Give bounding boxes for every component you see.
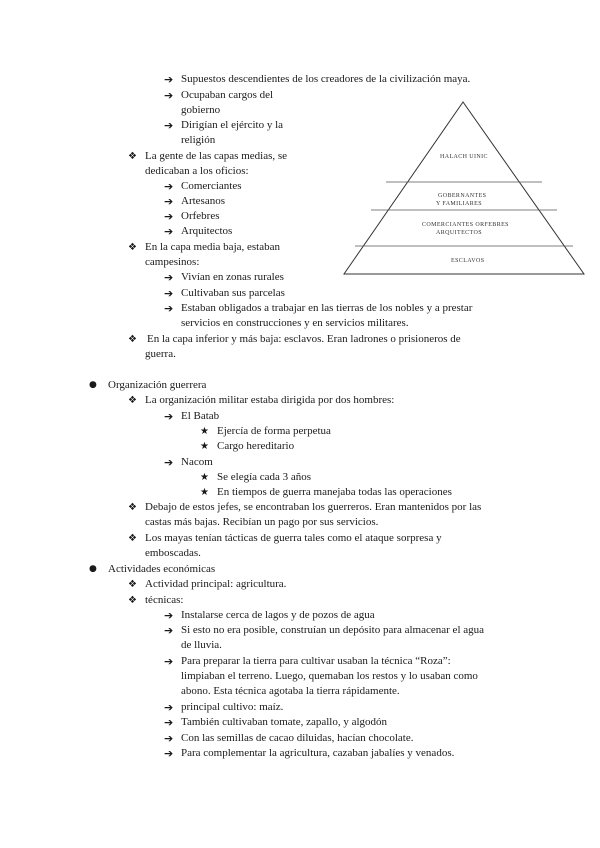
pyramid-level-label: ARQUITECTOS: [436, 230, 482, 236]
list-item: Con las semillas de cacao diluidas, hacían chocolate.: [181, 732, 414, 744]
list-item: Vivían en zonas rurales: [181, 271, 284, 283]
section-heading: Organización guerrera: [108, 379, 207, 391]
pyramid-outline: [344, 102, 584, 274]
list-item-continued: gobierno: [181, 104, 221, 116]
list-item: En la capa inferior y más baja: esclavos. Eran ladrones o prisioneros de: [147, 333, 461, 345]
dot-bullet-icon: ●: [89, 564, 97, 574]
list-item: Para complementar la agricultura, cazaban jabalíes y venados.: [181, 747, 455, 759]
arrow-bullet-icon: ➔: [164, 225, 174, 238]
arrow-bullet-icon: ➔: [164, 747, 174, 760]
list-item: Nacom: [181, 456, 213, 468]
social-pyramid-diagram: [338, 100, 588, 280]
list-item: Supuestos descendientes de los creadores de la civilización maya.: [181, 73, 471, 85]
list-item-continued: religión: [181, 134, 216, 146]
list-item: Si esto no era posible, construían un depósito para almacenar el agua: [181, 624, 485, 636]
list-item: Dirigían el ejército y la: [181, 119, 284, 131]
diamond-bullet-icon: ❖: [128, 579, 137, 590]
arrow-bullet-icon: ➔: [164, 195, 174, 208]
list-item: Comerciantes: [181, 180, 242, 192]
list-item: Se elegía cada 3 años: [217, 471, 312, 483]
list-item: Arquitectos: [181, 225, 233, 237]
diamond-bullet-icon: ❖: [128, 395, 137, 406]
arrow-bullet-icon: ➔: [164, 271, 174, 284]
diamond-bullet-icon: ❖: [128, 533, 137, 544]
list-item: También cultivaban tomate, zapallo, y algodón: [181, 716, 388, 728]
list-item: El Batab: [181, 410, 220, 422]
list-item: Cargo hereditario: [217, 440, 295, 452]
list-item: Artesanos: [181, 195, 225, 207]
arrow-bullet-icon: ➔: [164, 609, 174, 622]
list-item-continued: servicios en construcciones y en servicios militares.: [181, 317, 409, 329]
arrow-bullet-icon: ➔: [164, 701, 174, 714]
arrow-bullet-icon: ➔: [164, 456, 174, 469]
list-item-continued: campesinos:: [145, 256, 200, 268]
list-item: Ejercía de forma perpetua: [217, 425, 331, 437]
list-item-continued: abono. Esta técnica agotaba la tierra rápidamente.: [181, 685, 400, 697]
list-item-continued: castas más bajas. Recibían un pago por sus servicios.: [145, 516, 379, 528]
list-item-continued: emboscadas.: [145, 547, 201, 559]
list-item: principal cultivo: maíz.: [181, 701, 284, 713]
list-item: Instalarse cerca de lagos y de pozos de agua: [181, 609, 375, 621]
arrow-bullet-icon: ➔: [164, 410, 174, 423]
pyramid-level-label: GOBERNANTES: [438, 193, 487, 199]
pyramid-level-label: Y FAMILIARES: [436, 201, 482, 207]
arrow-bullet-icon: ➔: [164, 287, 174, 300]
star-bullet-icon: ★: [200, 487, 209, 498]
pyramid-level-label: ESCLAVOS: [451, 258, 485, 264]
arrow-bullet-icon: ➔: [164, 732, 174, 745]
list-item: Orfebres: [181, 210, 220, 222]
arrow-bullet-icon: ➔: [164, 89, 174, 102]
list-item: La gente de las capas medias, se: [145, 150, 288, 162]
list-item: En tiempos de guerra manejaba todas las operaciones: [217, 486, 452, 498]
list-item: Actividad principal: agricultura.: [145, 578, 287, 590]
list-item: Debajo de estos jefes, se encontraban los guerreros. Eran mantenidos por las: [145, 501, 482, 513]
diamond-bullet-icon: ❖: [128, 242, 137, 253]
list-item-continued: de lluvia.: [181, 639, 222, 651]
section-heading: Actividades económicas: [108, 563, 216, 575]
arrow-bullet-icon: ➔: [164, 180, 174, 193]
list-item-continued: guerra.: [145, 348, 176, 360]
pyramid-level-label: HALACH UINIC: [440, 154, 488, 160]
list-item: Ocupaban cargos del: [181, 89, 274, 101]
list-item-continued: dedicaban a los oficios:: [145, 165, 249, 177]
diamond-bullet-icon: ❖: [128, 595, 137, 606]
arrow-bullet-icon: ➔: [164, 716, 174, 729]
arrow-bullet-icon: ➔: [164, 302, 174, 315]
arrow-bullet-icon: ➔: [164, 624, 174, 637]
arrow-bullet-icon: ➔: [164, 655, 174, 668]
arrow-bullet-icon: ➔: [164, 73, 174, 86]
pyramid-level-label: COMERCIANTES ORFEBRES: [422, 222, 509, 228]
list-item-continued: limpiaban el terreno. Luego, quemaban los restos y lo usaban como: [181, 670, 478, 682]
diamond-bullet-icon: ❖: [128, 502, 137, 513]
star-bullet-icon: ★: [200, 472, 209, 483]
star-bullet-icon: ★: [200, 426, 209, 437]
arrow-bullet-icon: ➔: [164, 119, 174, 132]
list-item: Estaban obligados a trabajar en las tierras de los nobles y a prestar: [181, 302, 473, 314]
diamond-bullet-icon: ❖: [128, 151, 137, 162]
star-bullet-icon: ★: [200, 441, 209, 452]
list-item: técnicas:: [145, 594, 184, 606]
dot-bullet-icon: ●: [89, 380, 97, 390]
list-item: Para preparar la tierra para cultivar usaban la técnica “Roza”:: [181, 655, 451, 667]
list-item: Cultivaban sus parcelas: [181, 287, 285, 299]
list-item: En la capa media baja, estaban: [145, 241, 280, 253]
list-item: La organización militar estaba dirigida por dos hombres:: [145, 394, 395, 406]
diamond-bullet-icon: ❖: [128, 334, 137, 345]
arrow-bullet-icon: ➔: [164, 210, 174, 223]
list-item: Los mayas tenían tácticas de guerra tales como el ataque sorpresa y: [145, 532, 442, 544]
